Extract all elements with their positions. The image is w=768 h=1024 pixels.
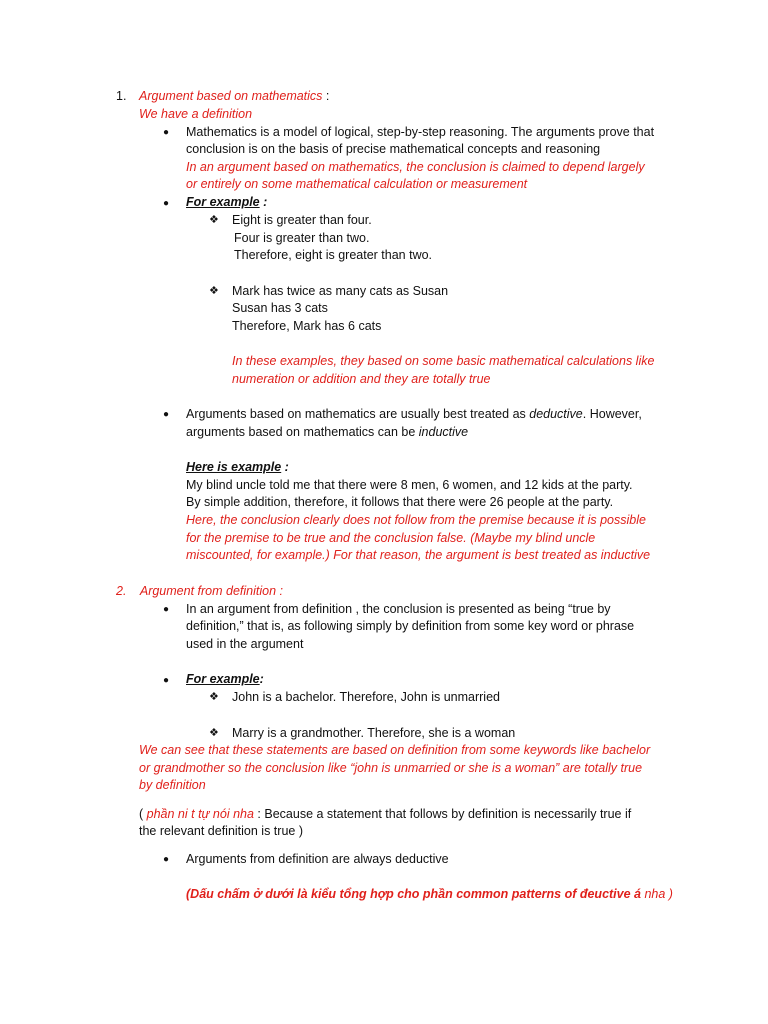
s2-red-line3: by definition <box>139 778 206 792</box>
section2-heading: 2. Argument from definition : <box>116 584 283 598</box>
s1-b2-line1 <box>186 406 642 423</box>
diamond-bullet-icon: ❖ <box>209 727 219 739</box>
s1-here-colon: : <box>281 460 289 474</box>
s1-red-note-line2: numeration or addition and they are totally true <box>232 372 491 386</box>
section1-number: 1. <box>116 89 127 103</box>
bullet-icon: ● <box>163 854 170 865</box>
bullet-icon: ● <box>163 675 170 686</box>
s2-ex1: John is a bachelor. Therefore, John is unmarried <box>232 690 500 704</box>
s1-b2-inductive: inductive <box>418 425 469 439</box>
s1-here-label-text: Here is example <box>186 460 282 474</box>
s2-b1-line3: used in the argument <box>186 637 304 651</box>
diamond-bullet-icon: ❖ <box>209 214 219 226</box>
s1-here-red2: for the premise to be true and the conclusion false. (Maybe my blind uncle <box>186 531 596 545</box>
s2-note-red: phần ni t tự nói nha <box>146 807 254 821</box>
s2-note-line2: the relevant definition is true ) <box>139 824 303 838</box>
s1-ex2-line1: Mark has twice as many cats as Susan <box>232 284 449 298</box>
section1-subtitle: We have a definition <box>139 107 253 121</box>
s1-ex1-line3: Therefore, eight is greater than two. <box>234 248 433 262</box>
s1-example-colon: : <box>259 195 268 209</box>
s1-here-red3: miscounted, for example.) For that reason, the argument is best treated as inductive <box>186 548 651 562</box>
s1-b1-line2: conclusion is on the basis of precise mathematical concepts and reasoning <box>186 142 601 156</box>
s1-b2-line2-pre: arguments based on mathematics can be <box>186 425 419 439</box>
s1-here-red1: Here, the conclusion clearly does not follow from the premise because it is possible <box>186 513 646 527</box>
s2-red-line2: or grandmother so the conclusion like “john is unmarried or she is a woman” are totally true <box>139 761 643 775</box>
s1-red-note-line1: In these examples, they based on some basic mathematical calculations like <box>232 354 655 368</box>
bullet-icon: ● <box>163 198 170 209</box>
s1-b2-pre: Arguments based on mathematics are usually best treated as <box>186 407 530 421</box>
s2-example-label <box>186 671 264 688</box>
s1-b2-deductive: deductive <box>529 407 583 421</box>
bullet-icon: ● <box>163 409 170 420</box>
s1-b2-line2 <box>186 424 468 441</box>
s1-example-label-text: For example <box>186 195 260 209</box>
s2-b1-line1: In an argument from definition , the conclusion is presented as being “true by <box>186 602 611 616</box>
s2-b1-line2: definition,” that is, as following simply by definition from some key word or phrase <box>186 619 635 633</box>
s1-b1-red1: In an argument based on mathematics, the conclusion is claimed to depend largely <box>186 160 645 174</box>
s1-b1-line1: Mathematics is a model of logical, step-by-step reasoning. The arguments prove that <box>186 125 655 139</box>
s2-final-red: (Dấu chấm ở dưới là kiểu tổng hợp cho phần common patterns of đeuctive á <box>186 887 641 901</box>
section1-title-text: Argument based on mathematics <box>139 89 323 103</box>
bullet-icon: ● <box>163 604 170 615</box>
s2-red-line1: We can see that these statements are based on definition from some keywords like bachelor <box>139 743 651 757</box>
bullet-icon: ● <box>163 127 170 138</box>
diamond-bullet-icon: ❖ <box>209 691 219 703</box>
s1-ex2-line3: Therefore, Mark has 6 cats <box>232 319 382 333</box>
s1-ex1-line2: Four is greater than two. <box>234 231 370 245</box>
section1-title-colon: : <box>322 89 330 103</box>
section1-title <box>139 88 329 105</box>
s1-ex1-line1: Eight is greater than four. <box>232 213 372 227</box>
s2-b2: Arguments from definition are always deductive <box>186 852 449 866</box>
s2-note-rest: : Because a statement that follows by definition is necessarily true if <box>253 807 632 821</box>
s1-example-label <box>186 194 267 211</box>
s1-here-line2: By simple addition, therefore, it follows that there were 26 people at the party. <box>186 495 614 509</box>
s1-b2-post: . However, <box>582 407 642 421</box>
s2-note-line1 <box>139 806 631 823</box>
s2-ex2: Marry is a grandmother. Therefore, she is a woman <box>232 726 516 740</box>
diamond-bullet-icon: ❖ <box>209 285 219 297</box>
s2-example-colon: : <box>259 672 264 686</box>
s2-example-label-text: For example <box>186 672 260 686</box>
s1-here-label <box>186 459 289 476</box>
s2-final-note <box>186 886 673 903</box>
s2-final-red-tail: nha ) <box>641 887 673 901</box>
s2-note-open: ( <box>139 807 147 821</box>
s1-ex2-line2: Susan has 3 cats <box>232 301 328 315</box>
s1-here-line1: My blind uncle told me that there were 8 men, 6 women, and 12 kids at the party. <box>186 478 633 492</box>
s1-b1-red2: or entirely on some mathematical calculation or measurement <box>186 177 528 191</box>
